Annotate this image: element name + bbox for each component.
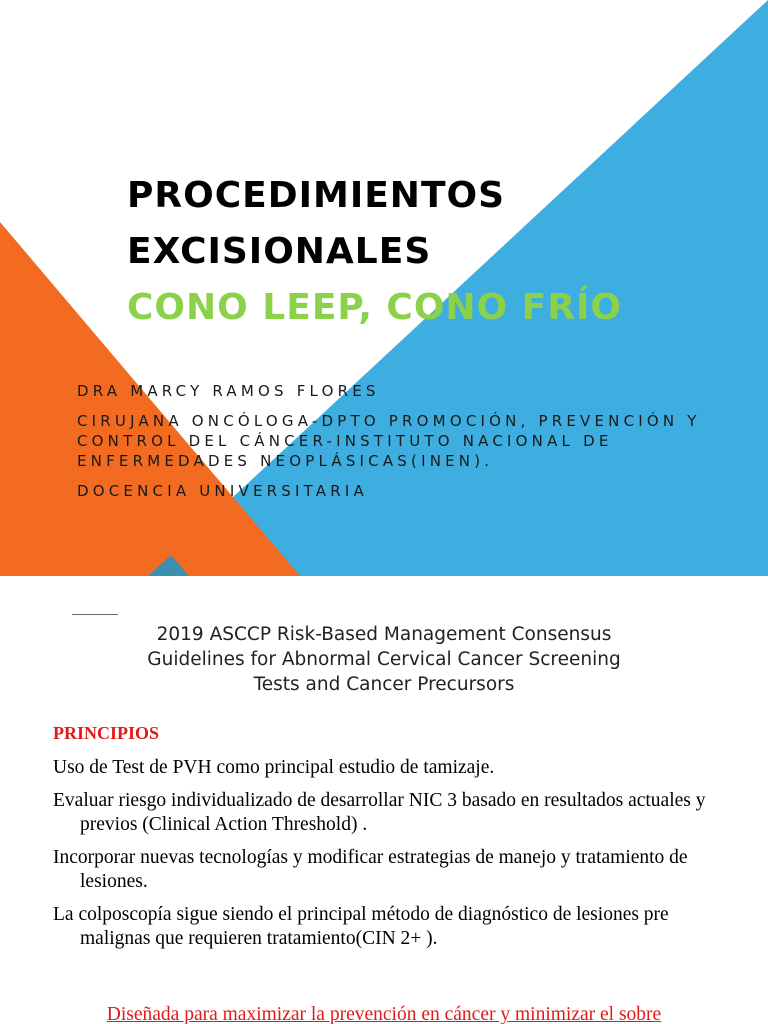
guideline-line: 2019 ASCCP Risk-Based Management Consensus (156, 624, 612, 645)
author-affiliation: CIRUJANA ONCÓLOGA-DPTO PROMOCIÓN, PREVENCIÓN Y CONTROL DEL CÁNCER-INSTITUTO NACIONAL DE ENFERMEDADES NEOPLÁSICAS(INEN). (77, 412, 701, 470)
author-block (77, 381, 768, 511)
guideline-line: Tests and Cancer Precursors (253, 674, 515, 695)
guideline-line: Guidelines for Abnormal Cervical Cancer Screening (147, 649, 621, 670)
slide-title (127, 168, 622, 336)
list-item: Evaluar riesgo individualizado de desarrollar NIC 3 basado en resultados actuales y previos (Clinical Action Threshold) . (53, 790, 706, 835)
section-heading: PRINCIPIOS (53, 723, 160, 743)
list-item: Incorporar nuevas tecnologías y modificar estrategias de manejo y tratamiento de lesiones. (53, 847, 688, 892)
principles-slide (0, 576, 768, 1024)
author-role: DOCENCIA UNIVERSITARIA (77, 482, 368, 500)
guideline-title (0, 622, 768, 697)
principles-list (53, 756, 723, 960)
list-item: Uso de Test de PVH como principal estudio de tamizaje. (53, 757, 495, 778)
slide-subtitle: CONO LEEP, CONO FRÍO (127, 287, 622, 328)
divider-line (72, 614, 118, 615)
title-line: PROCEDIMIENTOS (127, 175, 506, 216)
title-line: EXCISIONALES (127, 231, 432, 272)
footer-text: Diseñada para maximizar la prevención en cáncer y minimizar el sobre (106, 1004, 662, 1024)
list-item: La colposcopía sigue siendo el principal método de diagnóstico de lesiones pre malignas que requieren tratamiento(CIN 2+ ). (53, 904, 669, 949)
author-name: DRA MARCY RAMOS FLORES (77, 382, 380, 400)
